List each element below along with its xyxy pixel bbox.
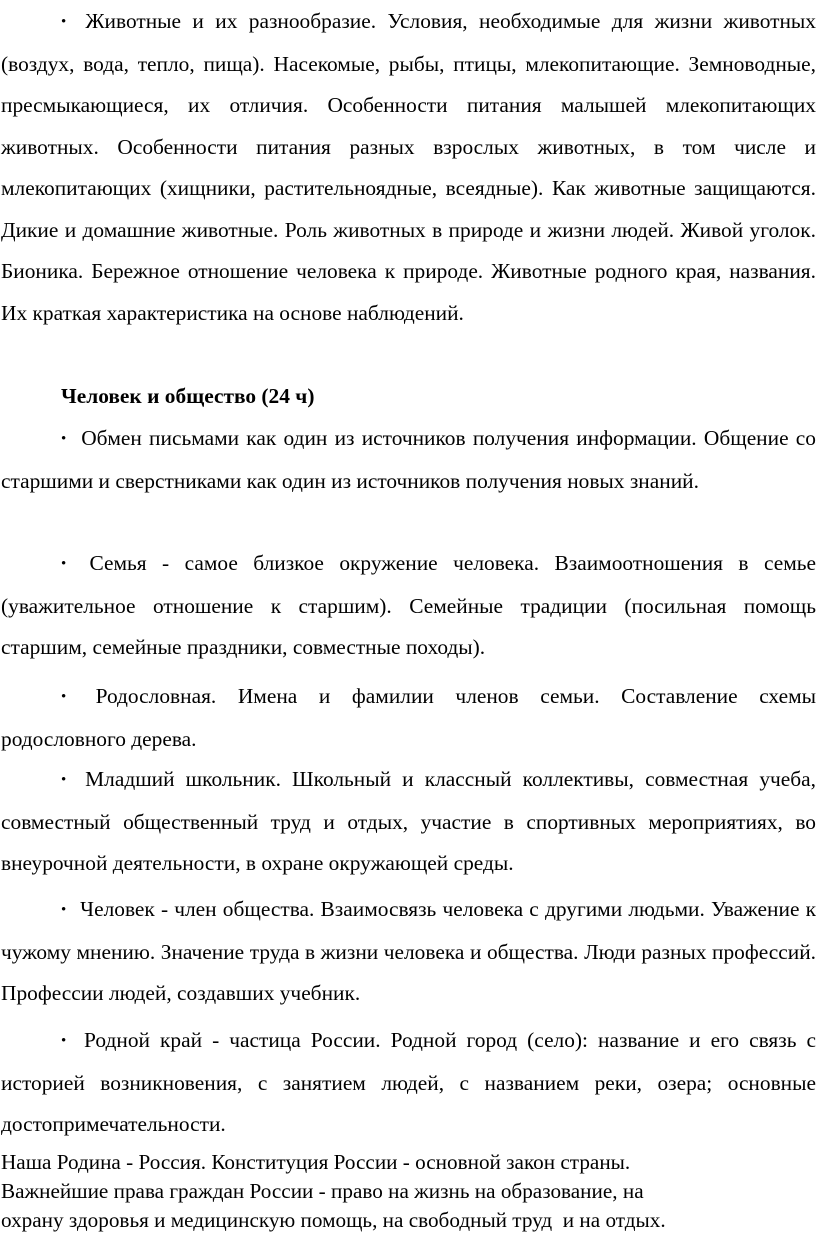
bullet-icon: • — [61, 902, 67, 918]
bullet-paragraph-society — [0, 889, 816, 1015]
paragraph-text: Животные и их разнообразие. Условия, необходимые для жизни животных (воздух, вода, тепло, пища). Насекомые, рыбы, птицы, млекопитающие. Земноводные, пресмыкающиеся, их отличия. Особенности питания малышей млекопитающих животных. Особенности питания разных взрослых животных, в том числе и млекопитающих (хищники, растительноядные, всеядные). Как животные защищаются. Дикие и домашние животные. Роль животных в природе и жизни людей. Живой уголок. Бионика. Бережное отношение человека к природе. Животные родного края, названия. Их краткая характеристика на основе наблюдений. — [1, 9, 816, 325]
paragraph-text: Родной край - частица России. Родной город (село): название и его связь с историей возникновения, с занятием людей, с названием реки, озера; основные достопримечательности. — [1, 1028, 816, 1136]
closing-line: охрану здоровья и медицинскую помощь, на свободный труд и на отдых. — [1, 1208, 666, 1232]
bullet-paragraph-native-land — [0, 1020, 816, 1146]
bullet-icon: • — [61, 431, 67, 447]
section-heading: Человек и общество (24 ч) — [61, 384, 315, 408]
paragraph-text: Младший школьник. Школьный и классный коллективы, совместная учеба, совместный общественный труд и отдых, участие в спортивных мероприятиях, во внеурочной деятельности, в охране окружающей среды. — [1, 767, 816, 875]
paragraph-text: Родословная. Имена и фамилии членов семьи. Составление схемы родословного дерева. — [1, 684, 816, 751]
closing-line: Наша Родина - Россия. Конституция России - основной закон страны. — [1, 1150, 631, 1174]
bullet-icon: • — [61, 772, 67, 788]
bullet-icon: • — [61, 689, 67, 705]
paragraph-text: Семья - самое близкое окружение человека. Взаимоотношения в семье (уважительное отношение к старшим). Семейные традиции (посильная помощь старшим, семейные праздники, совместные походы). — [1, 551, 816, 659]
bullet-paragraph-letters — [0, 418, 816, 502]
bullet-paragraph-schoolchild — [0, 759, 816, 885]
bullet-icon: • — [61, 1033, 67, 1049]
closing-line: Важнейшие права граждан России - право на жизнь на образование, на — [1, 1179, 644, 1203]
closing-paragraph — [0, 1148, 792, 1235]
paragraph-text: Обмен письмами как один из источников получения информации. Общение со старшими и сверстниками как один из источников получения новых знаний. — [1, 426, 816, 493]
paragraph-text: Человек - член общества. Взаимосвязь человека с другими людьми. Уважение к чужому мнению. Значение труда в жизни человека и общества. Люди разных профессий. Профессии людей, создавших учебник. — [1, 897, 816, 1005]
bullet-paragraph-family — [0, 543, 816, 669]
bullet-paragraph-animals — [0, 1, 816, 334]
bullet-icon: • — [61, 556, 67, 572]
bullet-paragraph-genealogy — [0, 676, 816, 760]
bullet-icon: • — [61, 14, 67, 30]
